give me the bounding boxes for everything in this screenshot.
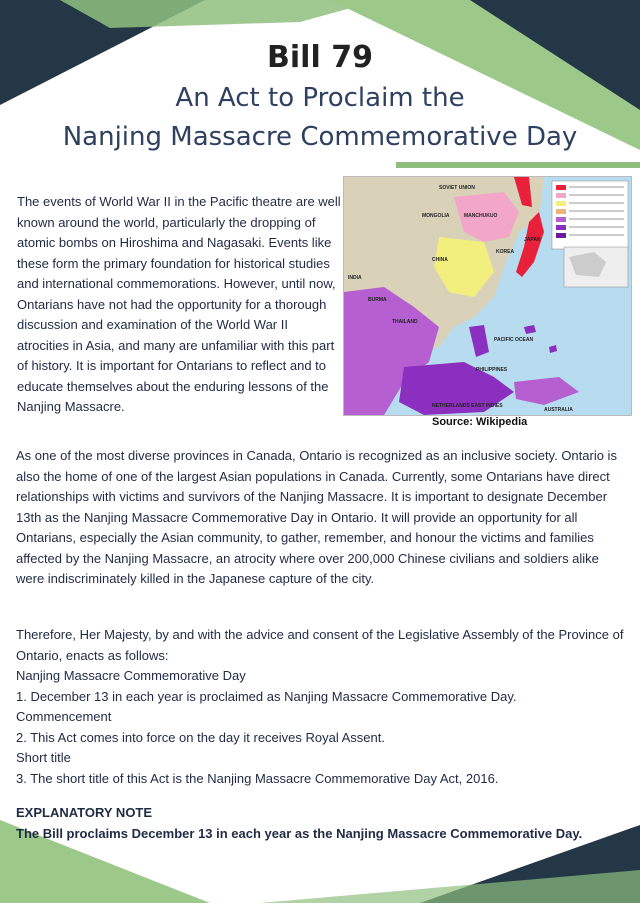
section-heading-commencement: Commencement — [16, 709, 112, 724]
map-label-japan: JAPAN — [524, 237, 541, 243]
explanatory-note-heading: EXPLANATORY NOTE — [16, 805, 153, 820]
enactment-section — [16, 625, 628, 789]
section-3: 3. The short title of this Act is the Nanjing Massacre Commemorative Day Act, 2016. — [16, 770, 499, 786]
map-label-australia: AUSTRALIA — [544, 407, 573, 413]
section-heading-commemorative-day: Nanjing Massacre Commemorative Day — [16, 668, 246, 683]
context-paragraph: As one of the most diverse provinces in Canada, Ontario is recognized as an inclusive society. Ontario is also the home of one of the largest Asian populations in Canada. Currently, some Ontarians have direct relationships with victims and survivors of the Nanjing Massacre. It is important to designate December 13th as the Nanjing Massacre Commemorative Day in Ontario. It will provide an opportunity for all Ontarians, especially the Asian community, to gather, remember, and honour the victims and families affected by the Nanjing Massacre, an atrocity where over 200,000 Chinese civilians and soldiers alike were indiscriminately killed in the Japanese capture of the city. — [16, 448, 617, 586]
map-label-thailand: THAILAND — [392, 319, 418, 325]
bottom-green-band — [260, 870, 640, 903]
enactment-preamble: Therefore, Her Majesty, by and with the advice and consent of the Legislative Assembly of the Province of Ontario, enacts as follows: — [16, 627, 624, 663]
section-2: 2. This Act comes into force on the day it receives Royal Assent. — [16, 729, 385, 745]
map-source-caption: Source: Wikipedia — [432, 416, 528, 428]
explanatory-note — [16, 803, 628, 844]
subtitle-line-2: Nanjing Massacre Commemorative Day — [62, 122, 578, 152]
map-label-china: CHINA — [432, 257, 448, 263]
bill-number: Bill 79 — [267, 40, 373, 75]
map-label-soviet-union: SOVIET UNION — [439, 185, 475, 191]
map-label-pacific-ocean: PACIFIC OCEAN — [494, 337, 534, 343]
map-label-manchukuo: MANCHUKUO — [464, 213, 498, 219]
map-label-philippines: PHILIPPINES — [476, 367, 508, 373]
map-label-burma: BURMA — [368, 297, 387, 303]
intro-paragraph: The events of World War II in the Pacific theatre are well known around the world, particularly the dropping of atomic bombs on Hiroshima and Nagasaki. Events like these form the primary foundation for historical studies and international commemorations. However, until now, Ontarians have not had the opportunity for a thorough discussion and examination of the World War II atrocities in Asia, and many are unfamiliar with this part of history. It is important for Ontarians to reflect and to educate themselves about the enduring lessons of the Nanjing Massacre. — [17, 194, 341, 414]
map-label-mongolia: MONGOLIA — [422, 213, 450, 219]
map-label-india: INDIA — [348, 275, 362, 281]
top-green-band — [60, 0, 380, 28]
map-legend-box — [552, 181, 628, 249]
section-1: 1. December 13 in each year is proclaimed as Nanjing Massacre Commemorative Day. — [16, 688, 517, 704]
subtitle-line-1: An Act to Proclaim the — [175, 83, 465, 113]
title-underline — [396, 162, 640, 168]
historical-map — [343, 176, 632, 416]
map-label-korea: KOREA — [496, 249, 515, 255]
section-heading-short-title: Short title — [16, 750, 71, 765]
explanatory-note-text: The Bill proclaims December 13 in each year as the Nanjing Massacre Commemorative Day. — [16, 825, 583, 841]
map-label-netherlands-east-indies: NETHERLANDS EAST INDIES — [432, 403, 503, 409]
